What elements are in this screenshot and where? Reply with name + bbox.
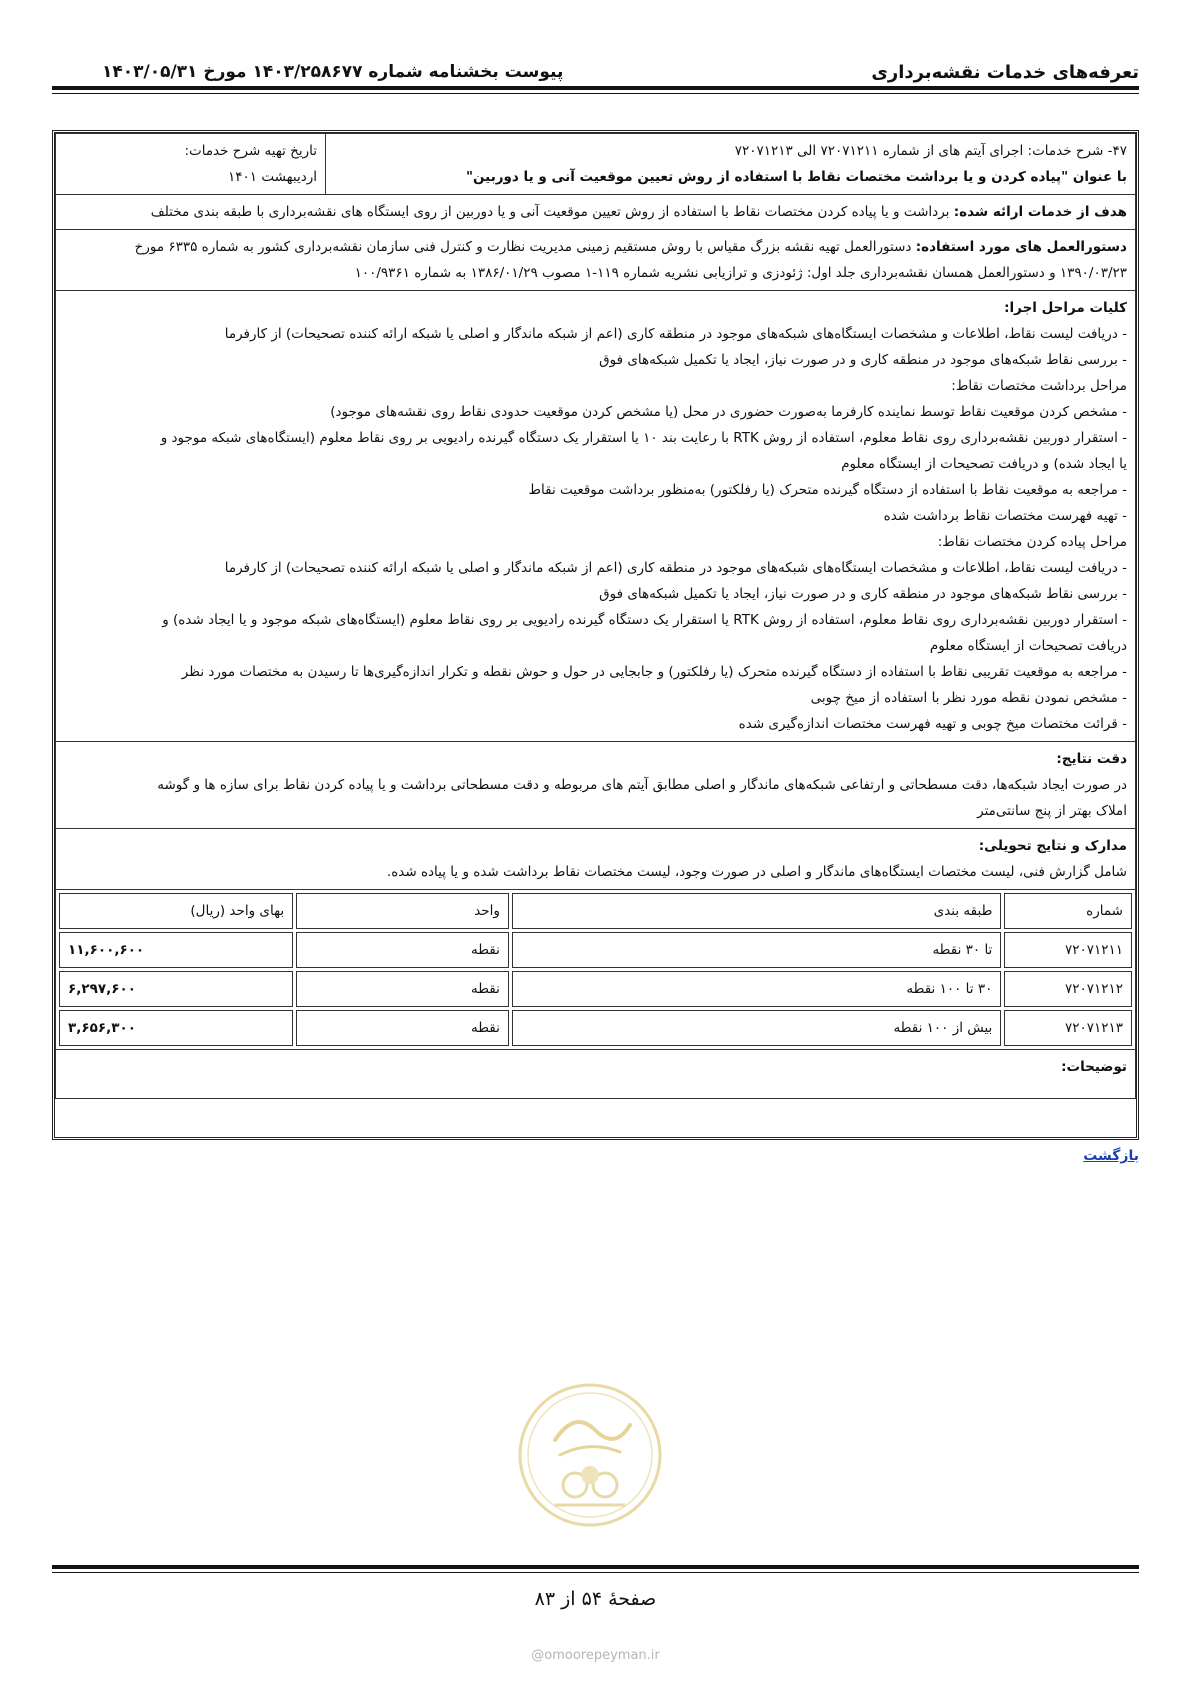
stakeout-step: - بررسی نقاط شبکه‌های موجود در منطقه کاری و در صورت نیاز، ایجاد یا تکمیل شبکه‌های فوق <box>599 586 1127 602</box>
accuracy-text-2: املاک بهتر از پنج سانتی‌متر <box>977 803 1127 819</box>
item-price: ۳,۶۵۶,۳۰۰ <box>59 1010 293 1046</box>
service-description-cell <box>326 134 1136 195</box>
price-cell <box>56 890 1136 1050</box>
service-sheet <box>52 130 1139 1140</box>
item-price: ۶,۲۹۷,۶۰۰ <box>59 971 293 1007</box>
survey-step: - مشخص کردن موقعیت نقاط توسط نماینده کارفرما به‌صورت حضوری در محل (یا مشخص کردن موقعیت حدودی نقاط روی نقشه‌های موجود) <box>330 404 1127 420</box>
survey-step: - استقرار دوربین نقشه‌برداری روی نقاط معلوم، استفاده از روش RTK با رعایت بند ۱۰ یا استقرار یک دستگاه گیرنده رادیویی بر روی نقاط معلوم (ایستگاه‌های شبکه موجود و <box>160 430 1127 446</box>
deliverables-row <box>56 829 1136 890</box>
goal-row <box>56 195 1136 230</box>
site-watermark: @omoorepeyman.ir <box>531 1648 660 1663</box>
service-date-value: اردیبهشت ۱۴۰۱ <box>228 169 317 185</box>
steps-heading: کلیات مراحل اجرا: <box>1004 300 1127 316</box>
goal-label: هدف از خدمات ارائه شده: <box>953 204 1127 220</box>
instructions-text-1: دستورالعمل تهیه نقشه بزرگ مقیاس با روش مستقیم زمینی مدیریت نظارت و کنترل فنی سازمان نقشه‌برداری کشور به شماره ۶۳۳۵ مورخ <box>134 239 912 255</box>
header-rule-thick <box>52 86 1139 90</box>
item-category: بیش از ۱۰۰ نقطه <box>512 1010 1001 1046</box>
item-category: تا ۳۰ نقطه <box>512 932 1001 968</box>
header-category: طبقه بندی <box>512 893 1001 929</box>
stakeout-step: - قرائت مختصات میخ چوبی و تهیه فهرست مختصات اندازه‌گیری شده <box>738 716 1127 732</box>
table-row <box>59 932 1132 968</box>
table-row <box>59 1010 1132 1046</box>
survey-step: یا ایجاد شده) و دریافت تصحیحات از ایستگاه معلوم <box>841 456 1127 472</box>
goal-cell <box>56 195 1136 230</box>
general-step: - دریافت لیست نقاط، اطلاعات و مشخصات ایستگاه‌های شبکه‌های موجود در منطقه کاری (اعم از شبکه ماندگار و اصلی یا شبکه ارائه کننده تصحیحات) از کارفرما <box>224 326 1127 342</box>
header-circular-reference: پیوست بخشنامه شماره ۱۴۰۳/۲۵۸۶۷۷ مورخ ۱۴۰۳/۰۵/۳۱ <box>102 62 564 82</box>
price-table-header <box>59 893 1132 929</box>
price-row <box>56 890 1136 1050</box>
stakeout-steps-heading: مراحل پیاده کردن مختصات نقاط: <box>937 534 1127 550</box>
header-code: شماره <box>1004 893 1132 929</box>
accuracy-text-1: در صورت ایجاد شبکه‌ها، دقت مسطحاتی و ارتفاعی شبکه‌های ماندگار و اصلی مطابق آیتم های مربوطه و دقت مسطحاتی برداشت و یا پیاده کردن نقاط برای سازه ها و گوشه <box>157 777 1127 793</box>
accuracy-cell <box>56 742 1136 829</box>
steps-row <box>56 291 1136 742</box>
stakeout-step: - مراجعه به موقعیت تقریبی نقاط با استفاده از دستگاه گیرنده متحرک (یا رفلکتور) و جابجایی در حول و حوش نقطه و تکرار اندازه‌گیری‌ها تا رسیدن به مختصات مورد نظر <box>181 664 1127 680</box>
stakeout-step: - دریافت لیست نقاط، اطلاعات و مشخصات ایستگاه‌های شبکه‌های موجود در منطقه کاری (اعم از شبکه ماندگار و اصلی یا شبکه ارائه کننده تصحیحات) از کارفرما <box>224 560 1127 576</box>
header-title: تعرفه‌های خدمات نقشه‌برداری <box>871 62 1139 83</box>
item-code: ۷۲۰۷۱۲۱۲ <box>1004 971 1132 1007</box>
item-category: ۳۰ تا ۱۰۰ نقطه <box>512 971 1001 1007</box>
item-unit: نقطه <box>296 971 509 1007</box>
back-link[interactable]: بازگشت <box>1083 1148 1139 1164</box>
general-step: - بررسی نقاط شبکه‌های موجود در منطقه کاری و در صورت نیاز، ایجاد یا تکمیل شبکه‌های فوق <box>599 352 1127 368</box>
service-description: ۴۷- شرح خدمات: اجرای آیتم های از شماره ۷۲۰۷۱۲۱۱ الی ۷۲۰۷۱۲۱۳ <box>734 143 1127 159</box>
service-title: با عنوان "پیاده کردن و یا برداشت مختصات نقاط با استفاده از روش تعیین موقعیت آنی و یا دوربین" <box>466 169 1127 185</box>
item-price: ۱۱,۶۰۰,۶۰۰ <box>59 932 293 968</box>
accuracy-row <box>56 742 1136 829</box>
service-header-row <box>56 134 1136 195</box>
deliverables-text: شامل گزارش فنی، لیست مختصات ایستگاه‌های ماندگار و اصلی در صورت وجود، لیست مختصات نقاط برداشت شده و یا پیاده شده. <box>386 864 1127 880</box>
survey-step: - تهیه فهرست مختصات نقاط برداشت شده <box>883 508 1127 524</box>
item-unit: نقطه <box>296 932 509 968</box>
header-unit: واحد <box>296 893 509 929</box>
survey-step: - مراجعه به موقعیت نقاط با استفاده از دستگاه گیرنده متحرک (یا رفلکتور) به‌منظور برداشت موقعیت نقاط <box>528 482 1127 498</box>
instructions-row <box>56 230 1136 291</box>
header-price: بهای واحد (ریال) <box>59 893 293 929</box>
seal-logo <box>515 1380 665 1530</box>
item-unit: نقطه <box>296 1010 509 1046</box>
footer-rule-thick <box>52 1565 1139 1569</box>
accuracy-heading: دقت نتایج: <box>1056 751 1127 767</box>
page-number: صفحهٔ ۵۴ از ۸۳ <box>534 1588 657 1610</box>
header-rule-thin <box>52 93 1139 94</box>
price-table <box>56 890 1135 1049</box>
notes-row <box>56 1050 1136 1099</box>
item-code: ۷۲۰۷۱۲۱۱ <box>1004 932 1132 968</box>
notes-heading: توضیحات: <box>1061 1059 1127 1075</box>
stakeout-step: - مشخص نمودن نقطه مورد نظر با استفاده از میخ چوبی <box>810 690 1127 706</box>
notes-cell <box>56 1050 1136 1099</box>
deliverables-heading: مدارک و نتایج تحویلی: <box>978 838 1127 854</box>
service-date-cell <box>56 134 326 195</box>
survey-steps-heading: مراحل برداشت مختصات نقاط: <box>951 378 1127 394</box>
service-table <box>55 133 1136 1099</box>
instructions-text-2: ۱۳۹۰/۰۳/۲۳ و دستورالعمل همسان نقشه‌برداری جلد اول: ژئودزی و ترازیابی نشریه شماره ۱۱۹-۱ مصوب ۱۳۸۶/۰۱/۲۹ به شماره ۱۰۰/۹۳۶۱ <box>354 265 1127 281</box>
stakeout-step: - استقرار دوربین نقشه‌برداری روی نقاط معلوم، استفاده از روش RTK یا استقرار یک دستگاه گیرنده رادیویی بر روی نقاط معلوم (ایستگاه‌های شبکه موجود و یا ایجاد شده) و <box>162 612 1127 628</box>
item-code: ۷۲۰۷۱۲۱۳ <box>1004 1010 1132 1046</box>
instructions-cell <box>56 230 1136 291</box>
goal-text: برداشت و یا پیاده کردن مختصات نقاط با استفاده از روش تعیین موقعیت آنی و یا دوربین از روی ایستگاه های نقشه‌برداری با طبقه بندی مختلف <box>150 204 950 220</box>
instructions-label: دستورالعمل های مورد استفاده: <box>915 239 1127 255</box>
table-row <box>59 971 1132 1007</box>
stakeout-step: دریافت تصحیحات از ایستگاه معلوم <box>929 638 1127 654</box>
steps-cell <box>56 291 1136 742</box>
service-date-label: تاریخ تهیه شرح خدمات: <box>184 143 317 159</box>
deliverables-cell <box>56 829 1136 890</box>
footer-rule-thin <box>52 1572 1139 1573</box>
